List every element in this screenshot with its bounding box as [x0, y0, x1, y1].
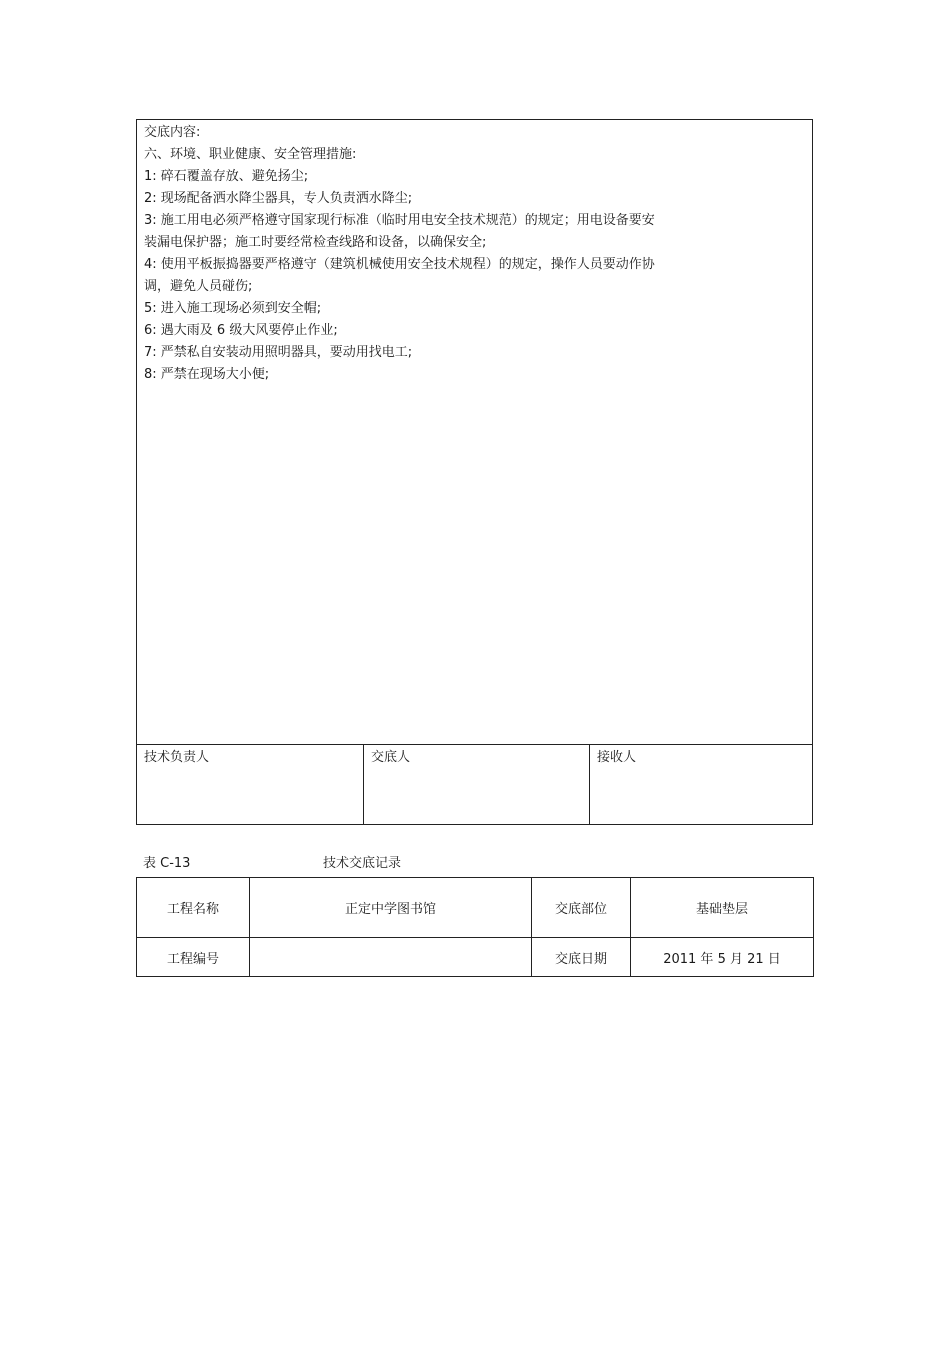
project-number-label: 工程编号 [137, 938, 250, 977]
table-number: 表 C-13 [143, 856, 191, 871]
project-name-label: 工程名称 [137, 878, 250, 938]
presenter-signature-cell[interactable]: 交底人 [363, 745, 589, 824]
content-line: 六、环境、职业健康、安全管理措施: [144, 147, 357, 162]
content-line: 1: 碎石覆盖存放、避免扬尘; [144, 169, 309, 184]
signature-row [136, 744, 813, 825]
content-line: 5: 进入施工现场必须到安全帽; [144, 301, 322, 316]
form-title: 技术交底记录 [323, 856, 402, 871]
content-line: 2: 现场配备洒水降尘器具，专人负责洒水降尘; [144, 191, 413, 206]
content-line: 装漏电保护器；施工时要经常检查线路和设备，以确保安全; [144, 235, 487, 250]
content-line: 4: 使用平板振捣器要严格遵守（建筑机械使用安全技术规程）的规定，操作人员要动作协 [144, 257, 655, 272]
disclosure-date-label: 交底日期 [532, 938, 631, 977]
project-info-table [136, 877, 814, 977]
disclosure-content-box [136, 119, 813, 744]
disclosure-date-value[interactable]: 2011 年 5 月 21 日 [631, 938, 814, 977]
content-line: 3: 施工用电必须严格遵守国家现行标准（临时用电安全技术规范）的规定；用电设备要安 [144, 213, 655, 228]
disclosure-part-value[interactable]: 基础垫层 [631, 878, 814, 938]
content-line: 7: 严禁私自安装动用照明器具，要动用找电工; [144, 345, 413, 360]
table-row [137, 938, 814, 977]
content-line: 8: 严禁在现场大小便; [144, 367, 270, 382]
tech-lead-signature-cell[interactable]: 技术负责人 [144, 750, 210, 765]
content-line: 6: 遇大雨及 6 级大风要停止作业; [144, 323, 338, 338]
table-row [137, 878, 814, 938]
content-heading: 交底内容: [144, 125, 201, 140]
project-name-value[interactable]: 正定中学图书馆 [250, 878, 532, 938]
receiver-signature-cell[interactable]: 接收人 [589, 745, 812, 824]
content-line: 调，避免人员碰伤; [144, 279, 253, 294]
project-number-value[interactable] [250, 938, 532, 977]
disclosure-part-label: 交底部位 [532, 878, 631, 938]
